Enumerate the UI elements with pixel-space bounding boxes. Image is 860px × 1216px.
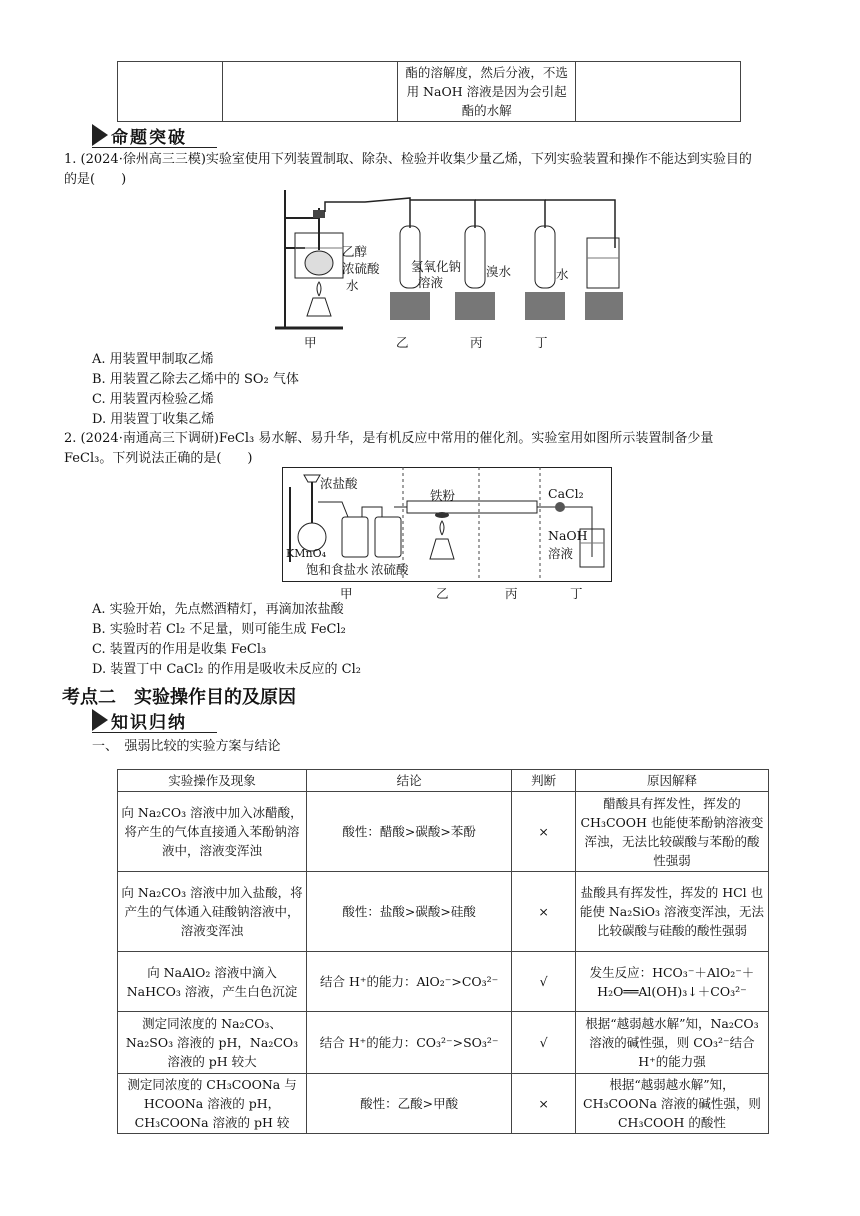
table-cell: × (512, 792, 576, 872)
table-cell: 盐酸具有挥发性，挥发的 HCl 也能使 Na₂SiO₃ 溶液变浑浊，无法比较碳酸与硅酸的酸性强弱 (575, 872, 768, 952)
label-sulfuric-acid: 浓硫酸 (342, 261, 380, 276)
table-cell: 醋酸具有挥发性，挥发的 CH₃COOH 也能使苯酚钠溶液变浑浊，无法比较碳酸与苯酚的酸性强弱 (575, 792, 768, 872)
table-cell: × (512, 872, 576, 952)
label-jia: 甲 (340, 586, 353, 601)
table-header: 原因解释 (575, 770, 768, 792)
table-cell: 酸性：盐酸>碳酸>硅酸 (307, 872, 512, 952)
table-cell: 根据“越弱越水解”知，CH₃COONa 溶液的碱性强，则 CH₃COOH 的酸性 (575, 1074, 768, 1134)
label-solution: 溶液 (418, 275, 444, 290)
label-saturated-salt: 饱和食盐水 (306, 562, 369, 577)
banner-underline (92, 147, 217, 148)
label-solution: 溶液 (548, 546, 574, 561)
table-row (118, 792, 769, 872)
label-hcl: 浓盐酸 (320, 476, 358, 491)
table-cell: 向 Na₂CO₃ 溶液中加入盐酸，将产生的气体通入硅酸钠溶液中，溶液变浑浊 (118, 872, 307, 952)
banner-ming-ti-tu-po (92, 124, 187, 146)
subsection-title: 一、 强弱比较的实验方案与结论 (92, 739, 281, 754)
arrow-icon (92, 124, 108, 146)
table-cell: 发生反应：HCO₃⁻＋AlO₂⁻＋H₂O══Al(OH)₃↓＋CO₃²⁻ (575, 952, 768, 1012)
question-1-text: 1. (2024·徐州高三三模)实验室使用下列装置制取、除杂、检验并收集少量乙烯，下列实验装置和操作不能达到实验目的的是( ) (64, 152, 752, 187)
table-cell: 酯的溶解度，然后分液，不选用 NaOH 溶液是因为会引起酯的水解 (398, 62, 575, 122)
table-cell (575, 62, 740, 122)
option-b: B. 实验时若 Cl₂ 不足量，则可能生成 FeCl₂ (92, 622, 346, 637)
option-c: C. 装置丙的作用是收集 FeCl₃ (92, 642, 267, 657)
label-bromine-water: 溴水 (486, 264, 512, 279)
table-cell: 根据“越弱越水解”知，Na₂CO₃ 溶液的碱性强，则 CO₃²⁻结合 H⁺的能力强 (575, 1012, 768, 1074)
comparison-table (117, 769, 769, 1134)
label-naoh: NaOH (548, 528, 588, 543)
table-cell: 向 NaAlO₂ 溶液中滴入 NaHCO₃ 溶液，产生白色沉淀 (118, 952, 307, 1012)
table-cell: × (512, 1074, 576, 1134)
label-bing: 丙 (470, 335, 483, 350)
label-ethanol: 乙醇 (342, 244, 368, 259)
table-header: 结论 (307, 770, 512, 792)
table-row (118, 1012, 769, 1074)
label-water-2: 水 (556, 267, 569, 282)
table-cell: 测定同浓度的 Na₂CO₃、Na₂SO₃ 溶液的 pH，Na₂CO₃ 溶液的 pH 较大 (118, 1012, 307, 1074)
banner-zhi-shi-gui-na (92, 709, 187, 731)
table-cell (118, 62, 223, 122)
option-a: A. 实验开始，先点燃酒精灯，再滴加浓盐酸 (92, 602, 344, 617)
banner-title: 命题突破 (111, 127, 187, 148)
option-d: D. 用装置丁收集乙烯 (92, 412, 215, 427)
table-header: 实验操作及现象 (118, 770, 307, 792)
table-row (118, 1074, 769, 1134)
label-jia: 甲 (304, 335, 317, 350)
table-cell: 结合 H⁺的能力：CO₃²⁻>SO₃²⁻ (307, 1012, 512, 1074)
label-water: 水 (346, 278, 359, 293)
label-kmno4: KMnO₄ (286, 547, 326, 560)
table-cell: √ (512, 952, 576, 1012)
table-cell: 酸性：醋酸>碳酸>苯酚 (307, 792, 512, 872)
label-iron-powder: 铁粉 (430, 488, 456, 503)
arrow-icon (92, 709, 108, 731)
table-cell (223, 62, 398, 122)
label-sulfuric-acid: 浓硫酸 (371, 562, 409, 577)
question-2-text: 2. (2024·南通高三下调研)FeCl₃ 易水解、易升华，是有机反应中常用的催化剂。实验室用如图所示装置制备少量 FeCl₃。下列说法正确的是( ) (64, 431, 714, 466)
option-b: B. 用装置乙除去乙烯中的 SO₂ 气体 (92, 372, 299, 387)
label-ding: 丁 (535, 335, 548, 350)
table-cell: 测定同浓度的 CH₃COONa 与 HCOONa 溶液的 pH，CH₃COONa 溶液的 pH 较 (118, 1074, 307, 1134)
table-row (118, 952, 769, 1012)
option-c: C. 用装置丙检验乙烯 (92, 392, 214, 407)
table-cell: 酸性：乙酸>甲酸 (307, 1074, 512, 1134)
option-a: A. 用装置甲制取乙烯 (92, 352, 214, 367)
table-row (118, 872, 769, 952)
banner-underline (92, 732, 217, 733)
label-cacl2: CaCl₂ (548, 486, 584, 501)
table-cell: 结合 H⁺的能力：AlO₂⁻>CO₃²⁻ (307, 952, 512, 1012)
label-bing: 丙 (505, 586, 518, 601)
table-header-row (118, 770, 769, 792)
top-table-fragment (117, 61, 741, 122)
section-title: 考点二 实验操作目的及原因 (62, 687, 296, 708)
label-naoh: 氢氧化钠 (411, 259, 462, 274)
label-yi: 乙 (396, 335, 409, 350)
table-cell: 向 Na₂CO₃ 溶液中加入冰醋酸，将产生的气体直接通入苯酚钠溶液中，溶液变浑浊 (118, 792, 307, 872)
table-header: 判断 (512, 770, 576, 792)
option-d: D. 装置丁中 CaCl₂ 的作用是吸收未反应的 Cl₂ (92, 662, 361, 677)
label-yi: 乙 (436, 586, 449, 601)
banner-title: 知识归纳 (111, 712, 187, 733)
table-cell: √ (512, 1012, 576, 1074)
label-ding: 丁 (570, 586, 583, 601)
